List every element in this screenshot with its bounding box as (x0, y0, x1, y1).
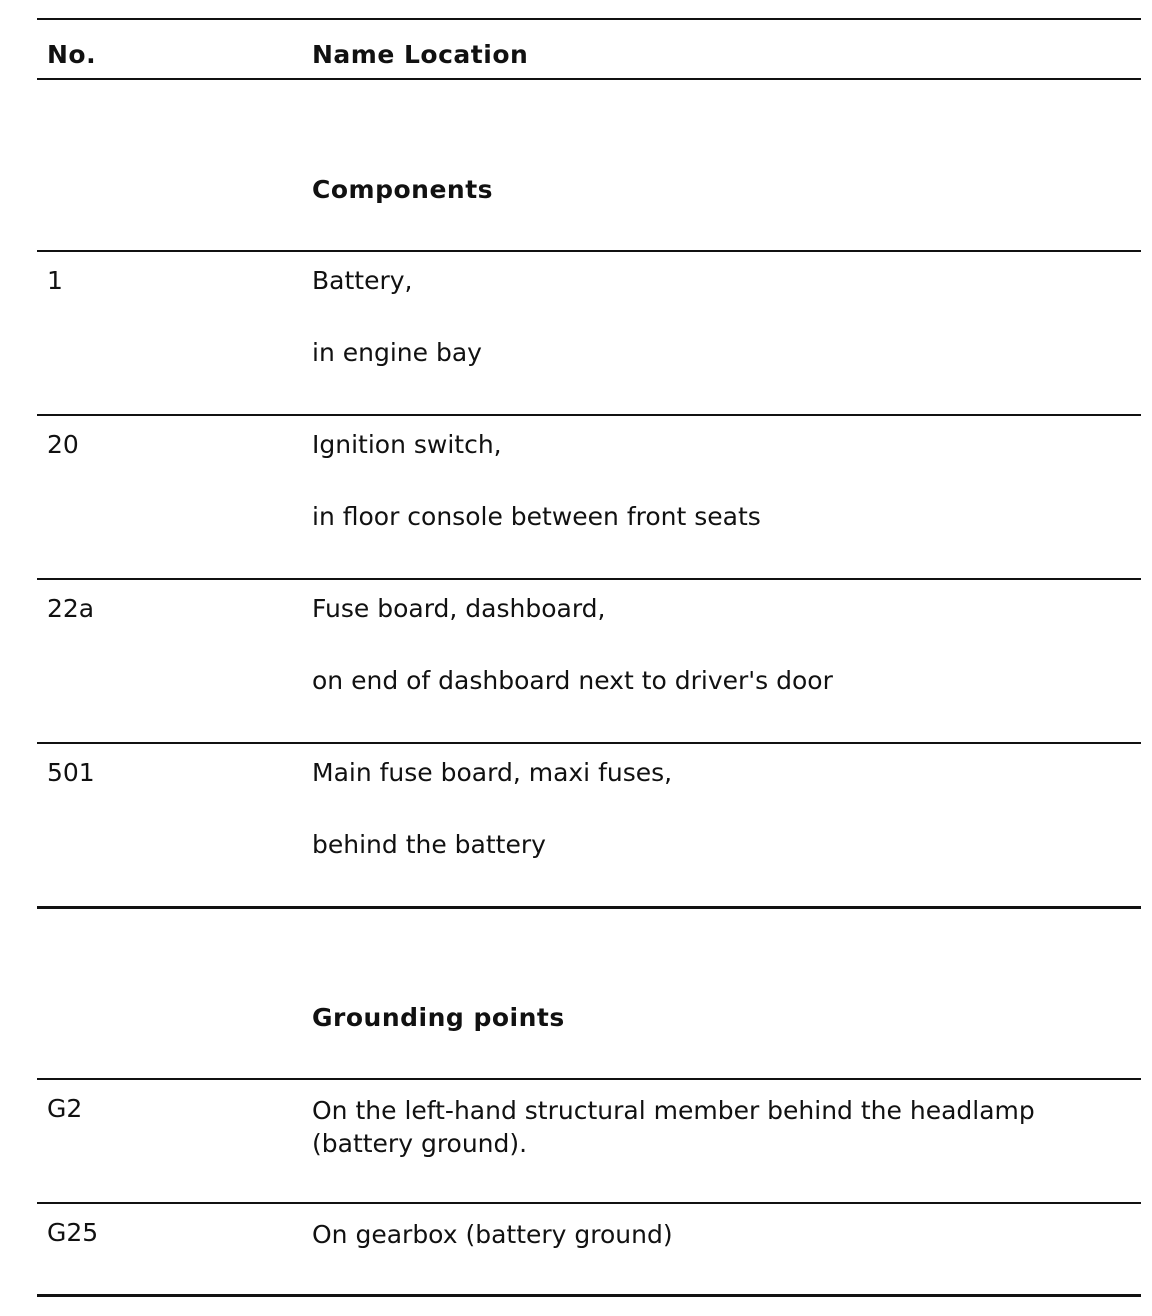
row-location: On gearbox (battery ground) (312, 1220, 673, 1249)
header-no: No. (47, 40, 97, 69)
section-title-grounding: Grounding points (312, 1003, 565, 1032)
table-row (37, 1080, 1141, 1202)
row-location: in floor console between front seats (312, 502, 761, 531)
row-no: 501 (47, 758, 95, 787)
row-no: 1 (47, 266, 63, 295)
table-row (37, 580, 1141, 742)
bottom-rule (37, 1294, 1141, 1297)
row-no: 22a (47, 594, 95, 623)
row-name: Main fuse board, maxi fuses, (312, 758, 673, 787)
row-location: in engine bay (312, 338, 482, 367)
row-no: G25 (47, 1218, 99, 1247)
table-row (37, 744, 1141, 906)
table-row (37, 416, 1141, 578)
header-name-location: Name Location (312, 40, 529, 69)
table-row (37, 252, 1141, 414)
row-location: On the left-hand structural member behind the headlamp (battery ground). (312, 1096, 1035, 1158)
row-location: behind the battery (312, 830, 546, 859)
row-name: Fuse board, dashboard, (312, 594, 606, 623)
row-location: on end of dashboard next to driver's door (312, 666, 833, 695)
row-no: G2 (47, 1094, 83, 1123)
table-header (37, 20, 1141, 78)
section-grounding-points (37, 909, 1141, 1078)
table-row (37, 1204, 1141, 1294)
row-name: Ignition switch, (312, 430, 502, 459)
location-table (37, 18, 1141, 1297)
section-title-components: Components (312, 175, 494, 204)
section-components (37, 80, 1141, 250)
row-no: 20 (47, 430, 79, 459)
row-name: Battery, (312, 266, 413, 295)
